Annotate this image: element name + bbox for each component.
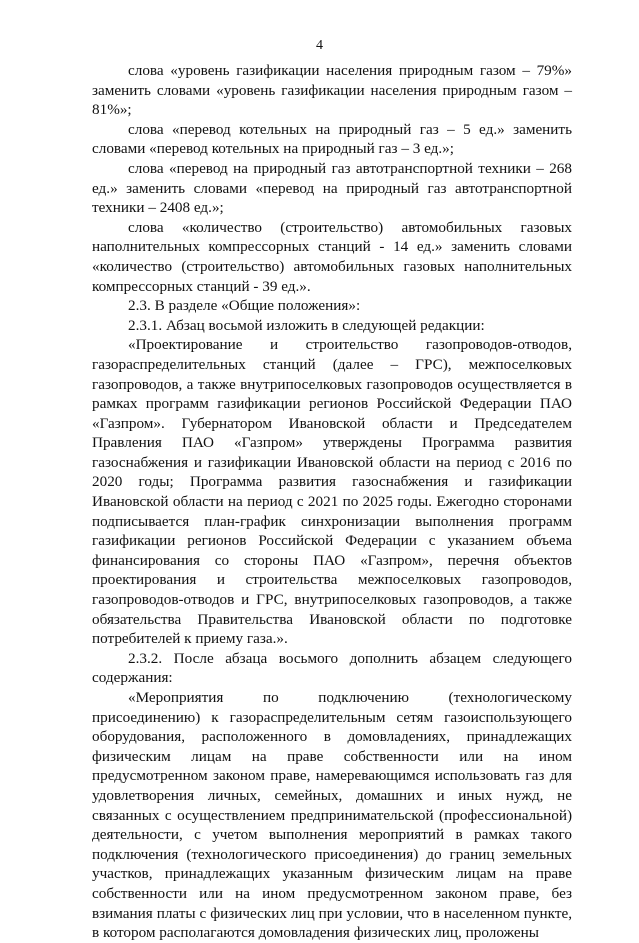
page-number: 4 <box>316 38 323 53</box>
section-heading-2-3-1: 2.3.1. Абзац восьмой изложить в следующей редакции: <box>128 316 485 334</box>
paragraph-connection-measures: «Мероприятия по подключению (технологическому присоединению) к газораспределительным сетям газоиспользующего оборудования, расположенного в домовладениях, принадлежащих физическим лицам на праве собственности или на ином предусмотренном законом праве, намеревающимся использовать газ для удовлетворения личных, семейных, домашних и иных нужд, не связанных с осуществлением предпринимательской (профессиональной) деятельности, с учетом выполнения мероприятий в рамках такого подключения (технологического присоединения) до границ земельных участков, принадлежащих указанным физическим лицам на праве собственности или на ином предусмотренном законом праве, без взимания платы с физических лиц при условии, что в населенном пункте, в котором располагаются домовладения физических лиц, проложены <box>92 689 572 942</box>
document-body <box>92 61 572 943</box>
paragraph-1: слова «уровень газификации населения природным газом – 79%» заменить словами «уровень газификации населения природным газом – 81%»; <box>92 62 572 119</box>
section-heading-2-3-2: 2.3.2. После абзаца восьмого дополнить абзацем следующего содержания: <box>92 649 572 687</box>
section-heading-2-3: 2.3. В разделе «Общие положения»: <box>128 297 361 315</box>
paragraph-design-construction: «Проектирование и строительство газопроводов-отводов, газораспределительных станций (далее – ГРС), межпоселковых газопроводов, а также внутрипоселковых газопроводов осуществляется в рамках программ газификации регионов Российской Федерации ПАО «Газпром». Губернатором Ивановской области и Председателем Правления ПАО «Газпром» утверждены Программа развития газоснабжения и газификации Ивановской области на период с 2016 по 2020 годы; Программа развития газоснабжения и газификации Ивановской области на период с 2021 по 2025 годы. Ежегодно сторонами подписывается план-график синхронизации выполнения программ газификации регионов Российской Федерации с указанием объема финансирования со стороны ПАО «Газпром», перечня объектов проектирования и строительства межпоселковых газопроводов, газопроводов-отводов и ГРС, внутрипоселковых газопроводов, а также обязательства Правительства Ивановской области по подготовке потребителей к приему газа.». <box>92 336 572 648</box>
paragraph-4: слова «количество (строительство) автомобильных газовых наполнительных компрессорных станций - 14 ед.» заменить словами «количество (строительство) автомобильных газовых наполнительных компрессорных станций - 39 ед.». <box>92 218 572 295</box>
paragraph-3: слова «перевод на природный газ автотранспортной техники – 268 ед.» заменить словами «перевод на природный газ автотранспортной техники – 2408 ед.»; <box>92 159 572 217</box>
paragraph-2: слова «перевод котельных на природный газ – 5 ед.» заменить словами «перевод котельных на природный газ – 3 ед.»; <box>92 120 572 158</box>
